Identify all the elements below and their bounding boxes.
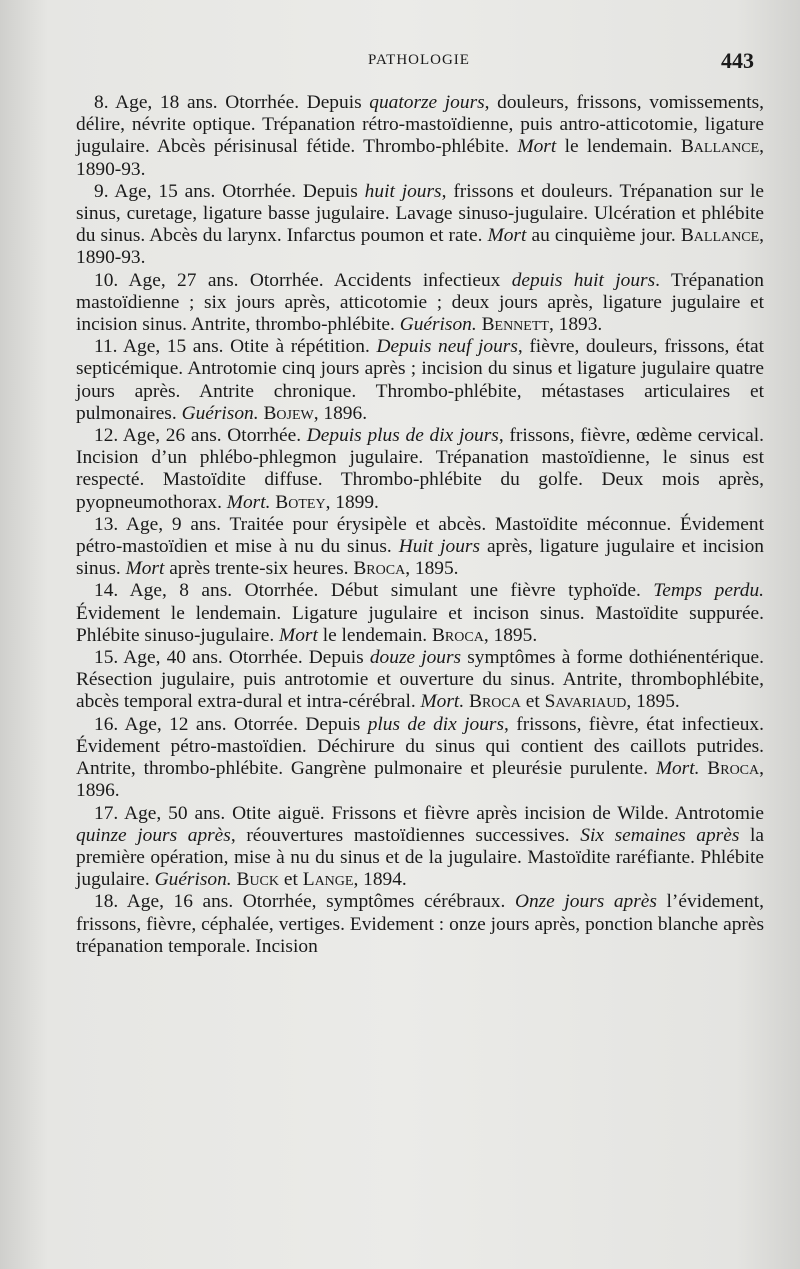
page-number: 443 <box>721 48 754 73</box>
case-text: 12. Age, 26 ans. Otorrhée. <box>94 425 307 447</box>
case-emphasis: douze jours <box>369 647 462 669</box>
case-text: , frissons et douleurs. Trépanation sur le sinus, curetage, ligature basse jugulaire. Lavage sinuso-jugulaire. Ulcération et phlébite du sinus. Abcès du larynx. Infarctus poumon et rate. <box>76 180 764 247</box>
case-entry-17 <box>76 803 764 892</box>
case-text: 16. Age, 12 ans. Otorrée. Depuis <box>94 713 368 735</box>
case-text: Évidement le lendemain. Ligature jugulaire et incison sinus. Mastoïdite suppurée. Phlébite sinuso-jugulaire. <box>76 602 764 646</box>
case-text: 14. Age, 8 ans. Otorrhée. Début simulant une fièvre typhoïde. <box>94 580 654 602</box>
case-entry-16 <box>76 714 764 803</box>
case-text: . Trépanation mastoïdienne ; six jours après, atticotomie ; deux jours après, ligature jugulaire et incision sinus. Antrite, thrombo-phlébite. <box>76 269 765 336</box>
case-emphasis: plus de dix jours <box>367 713 505 735</box>
case-text: au cinquième jour. <box>526 225 681 247</box>
case-entry-13 <box>76 514 764 581</box>
case-author: Broca <box>353 558 406 580</box>
case-entry-11 <box>76 336 764 425</box>
case-emphasis: Temps perdu. <box>653 580 764 602</box>
case-outcome: Mort. <box>226 491 271 513</box>
case-text: symptômes à forme dothiénentérique. Résection jugulaire, puis antrotomie et ouverture du sinus. Antrite, thrombophlébite, abcès temporal extra-dural et intra-cérébral. <box>76 647 765 713</box>
case-text: 15. Age, 40 ans. Otorrhée. Depuis <box>94 647 370 669</box>
case-entry-8 <box>76 92 764 181</box>
case-year: , 1890-93. <box>76 225 764 269</box>
case-text: , fièvre, douleurs, frissons, état septicémique. Antrotomie cinq jours après ; incision du sinus et ligature jugulaire quatre jours après. Antrite chronique. Thrombo-phlébite, métastases articulaires et pulmonaires. <box>76 336 764 424</box>
case-author: Lange <box>302 869 354 891</box>
case-emphasis: quinze jours après <box>76 824 231 846</box>
case-entry-14 <box>76 580 764 647</box>
case-emphasis: Depuis plus de dix jours <box>306 425 499 447</box>
case-emphasis: quatorze jours <box>369 92 485 113</box>
case-year: , 1894. <box>353 869 407 891</box>
body-text <box>76 92 764 958</box>
case-outcome: Mort <box>125 558 165 580</box>
case-text: , frissons, fièvre, œdème cervical. Incision d’un phlébo-phlegmon jugulaire. Trépanation mastoïdienne, le sinus est respecté. Mastoïdite diffuse. Thrombo-phlébite du golfe. Deux mois après, pyopneumothorax. <box>76 425 765 513</box>
case-author: Savariaud <box>544 691 627 713</box>
case-year: , 1895. <box>626 691 680 713</box>
case-text: la première opération, mise à nu du sinus et de la jugulaire. Mastoïdite raréfiante. Phlébite jugulaire. <box>76 824 765 891</box>
case-year: , 1895. <box>483 624 538 646</box>
case-emphasis: Depuis neuf jours <box>376 336 518 358</box>
case-author: Broca <box>432 624 484 646</box>
case-text: , frissons, fièvre, état infectieux. Évidement pétro-mastoïdien. Déchirure du sinus qui contient des caillots putrides. Antrite, thrombo-phlébite. Gangrène pulmonaire et pleurésie purulente. <box>76 713 764 780</box>
case-emphasis: depuis huit jours <box>511 269 656 291</box>
case-text: , réouvertures mastoïdiennes successives. <box>230 824 581 846</box>
case-outcome: Mort <box>517 136 557 158</box>
case-text: et <box>279 869 303 891</box>
case-author: Bennett <box>481 314 549 336</box>
case-author: Bojew <box>263 402 314 424</box>
case-emphasis: Huit jours <box>398 536 480 558</box>
case-text: le lendemain. <box>556 136 681 158</box>
case-author: Botey <box>275 491 326 513</box>
case-year: , 1895. <box>405 558 459 580</box>
case-outcome: Mort <box>279 624 318 646</box>
case-outcome: Mort <box>487 225 527 247</box>
case-text: 11. Age, 15 ans. Otite à répétition. <box>94 336 377 358</box>
case-text: 13. Age, 9 ans. Traitée pour érysipèle et abcès. Mastoïdite méconnue. Évidement pétro-mastoïdien et mise à nu du sinus. <box>76 513 764 558</box>
running-head <box>76 48 762 74</box>
case-author: Buck <box>236 869 280 891</box>
case-text: 8. Age, 18 ans. Otorrhée. Depuis <box>94 92 370 113</box>
case-year: , 1896. <box>76 758 764 802</box>
case-emphasis: Six semaines après <box>580 824 740 846</box>
case-year: , 1896. <box>313 402 368 424</box>
case-outcome: Mort. <box>655 758 700 780</box>
case-author: Ballance <box>680 136 760 158</box>
case-text: après trente-six heures. <box>164 558 354 580</box>
case-year: , 1899. <box>325 491 379 513</box>
case-author: Broca <box>469 691 521 713</box>
case-entry-15 <box>76 647 764 714</box>
case-outcome: Guérison. <box>154 869 232 891</box>
case-year: , 1890-93. <box>76 136 764 180</box>
case-emphasis: huit jours <box>364 180 442 202</box>
running-title: PATHOLOGIE <box>368 52 470 68</box>
case-author: Broca <box>707 758 760 780</box>
case-text: le lendemain. <box>317 624 432 646</box>
case-text: 10. Age, 27 ans. Otorrhée. Accidents infectieux <box>94 269 512 291</box>
case-entry-10 <box>76 270 764 337</box>
case-entry-12 <box>76 425 764 514</box>
case-entry-18 <box>76 891 764 958</box>
case-outcome: Guérison. <box>399 314 477 336</box>
case-outcome: Mort. <box>420 691 465 713</box>
case-outcome: Guérison. <box>181 402 259 424</box>
case-text: 9. Age, 15 ans. Otorrhée. Depuis <box>94 180 365 202</box>
case-text: , douleurs, frissons, vomissements, délire, névrite optique. Trépanation rétro-mastoïdienne, puis antro-atticotomie, ligature jugulaire. Abcès périsinusal fétide. Thrombo-phlébite. <box>76 92 764 158</box>
case-entry-9 <box>76 181 764 270</box>
case-emphasis: Onze jours après <box>514 891 657 913</box>
case-author: Ballance <box>680 225 760 247</box>
case-text: 18. Age, 16 ans. Otorrhée, symptômes cérébraux. <box>94 891 515 913</box>
case-text: 17. Age, 50 ans. Otite aiguë. Frissons et fièvre après incision de Wilde. Antrotomie <box>94 802 764 824</box>
case-year: , 1893. <box>548 314 603 336</box>
case-text: et <box>520 691 545 713</box>
case-text: après, ligature jugulaire et incision sinus. <box>76 536 764 580</box>
case-text: l’évidement, frissons, fièvre, céphalée, vertiges. Evidement : onze jours après, ponction blanche après trépanation temporale. Incision <box>76 891 764 957</box>
